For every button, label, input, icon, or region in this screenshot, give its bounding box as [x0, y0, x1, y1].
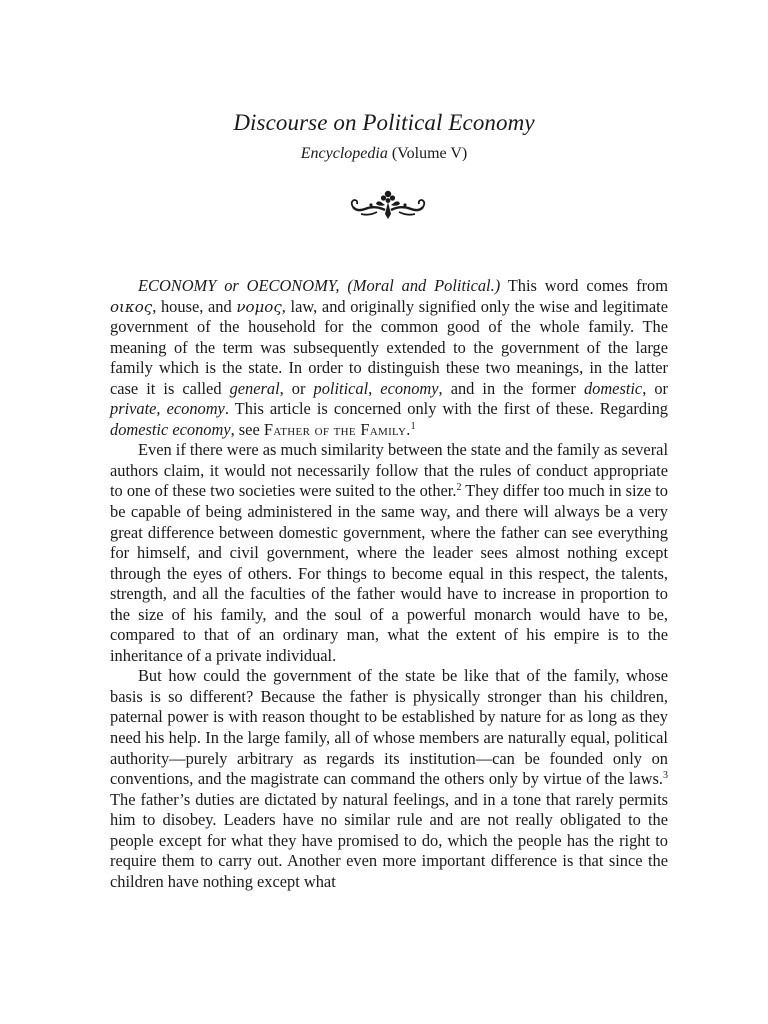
- text-run: , law, and originally signified only the wise and legitimate government of the household for the common good of the whole family. The meaning of the term was subsequently extended to the government of the large family which is the state. In order to distinguish these two meanings, in the latter case it is called: [110, 296, 668, 398]
- italic-run: domestic: [583, 378, 643, 398]
- italic-run: general: [229, 378, 280, 398]
- text-run: This word comes from: [500, 276, 669, 295]
- greek-word: οικος: [110, 297, 153, 316]
- page-subtitle: [0, 145, 768, 163]
- text-run: . This article is concerned only with the first of these. Regarding: [224, 399, 668, 419]
- text-run: They differ too much in size to be capable of being administered in the same way, and there will always be a very great difference between domestic government, where the father can see everything for himself, and civil government, where the leader sees almost nothing except through the eyes of others. For things to become equal in this respect, the talents, strength, and all the faculties of the father would have to increase in proportion to the size of his family, and the soul of a powerful monarch would have to be, compared to that of an ordinary man, what the extent of his empire is to the inheritance of a private individual.: [110, 481, 668, 665]
- paragraph-3: [110, 666, 668, 892]
- greek-word: νομος: [236, 297, 282, 316]
- subtitle-source: Encyclopedia: [300, 145, 388, 162]
- floral-ornament-icon: [347, 188, 429, 222]
- text-run: , or: [642, 378, 669, 398]
- italic-run: domestic economy: [110, 419, 231, 439]
- text-run: The father’s duties are dictated by natural feelings, and in a tone that rarely permits him to disobey. Leaders have no similar rule and are not really obligated to the people except for what they have promised to do, which the people has the right to require them to carry out. Another even more important difference is that since the children have nothing except what: [110, 789, 668, 891]
- text-run: , see: [230, 419, 264, 439]
- text-run: , house, and: [152, 296, 237, 316]
- paragraph-1: [110, 276, 668, 440]
- italic-run: political, economy: [313, 378, 439, 398]
- small-caps-run: Father of the Family.: [263, 419, 411, 439]
- italic-run: ECONOMY or OECONOMY, (Moral and Political.): [138, 276, 501, 295]
- text-run: , or: [279, 378, 314, 398]
- footnote-marker: 3: [663, 770, 668, 782]
- page-title: Discourse on Political Economy: [233, 110, 535, 135]
- text-run: But how could the government of the state be like that of the family, whose basis is so different? Because the father is physically stronger than his children, paternal power is with reason thought to be established by nature for as long as they need his help. In the large family, all of whose members are naturally equal, political authority—purely arbitrary as regards its institution—can be founded only on conventions, and the magistrate can command the others only by virtue of the laws.: [110, 666, 668, 789]
- subtitle-volume: (Volume V): [387, 145, 468, 162]
- paragraph-2: [110, 440, 668, 666]
- footnote-marker: 2: [456, 482, 462, 494]
- footnote-marker: 1: [410, 420, 416, 432]
- italic-run: private, economy: [110, 399, 225, 419]
- article-body: [110, 276, 668, 892]
- text-run: Even if there were as much similarity between the state and the family as several authors claim, it would not necessarily follow that the rules of conduct appropriate to one of these two societies were suited to the other.: [110, 440, 668, 501]
- text-run: , and in the former: [438, 378, 584, 398]
